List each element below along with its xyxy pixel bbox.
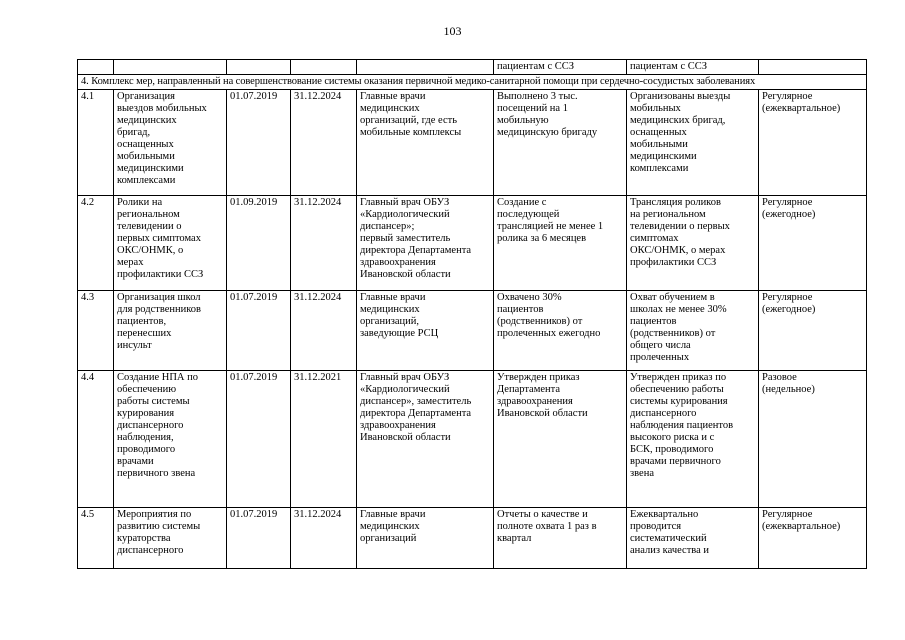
end-date-cell: 31.12.2024 [291,291,357,371]
frequency-cell: Разовое (недельное) [759,371,867,508]
frequency-cell: Регулярное (ежеквартальное) [759,90,867,196]
row-number: 4.3 [78,291,114,371]
measure-cell: Создание НПА по обеспечению работы системы курирования диспансерного наблюдения, проводимого врачами первичного звена [114,371,227,508]
section-title: 4. Комплекс мер, направленный на совершенствование системы оказания первичной медико-санитарной помощи при сердечно-сосудистых заболеваниях [78,75,867,90]
result-cell: Трансляция роликов на региональном телевидении о первых симптомах ОКС/ОНМК, о мерах профилактики ССЗ [627,196,759,291]
result-cell: Охват обучением в школах не менее 30% пациентов (родственников) от общего числа пролеченных [627,291,759,371]
table-cell: пациентам с ССЗ [627,60,759,75]
frequency-cell: Регулярное (ежегодное) [759,291,867,371]
responsible-cell: Главный врач ОБУЗ «Кардиологический диспансер», заместитель директора Департамента здравоохранения Ивановской области [357,371,494,508]
measure-cell: Организация школ для родственников пациентов, перенесших инсульт [114,291,227,371]
table-row [78,508,867,569]
row-number: 4.4 [78,371,114,508]
measures-table [77,59,867,569]
row-number: 4.5 [78,508,114,569]
table-row [78,196,867,291]
table-cell [114,60,227,75]
row-number: 4.2 [78,196,114,291]
responsible-cell: Главные врачи медицинских организаций, где есть мобильные комплексы [357,90,494,196]
measure-cell: Мероприятия по развитию системы кураторства диспансерного [114,508,227,569]
measure-cell: Ролики на региональном телевидении о первых симптомах ОКС/ОНМК, о мерах профилактики ССЗ [114,196,227,291]
start-date-cell: 01.07.2019 [227,291,291,371]
responsible-cell: Главный врач ОБУЗ «Кардиологический диспансер»; первый заместитель директора Департамента здравоохранения Ивановской области [357,196,494,291]
table-row [78,371,867,508]
continuation-row [78,60,867,75]
table-cell [227,60,291,75]
table-cell [357,60,494,75]
result-cell: Ежеквартально проводится систематический анализ качества и [627,508,759,569]
table-row [78,291,867,371]
page-number: 103 [443,24,462,38]
start-date-cell: 01.07.2019 [227,371,291,508]
table-cell: пациентам с ССЗ [494,60,627,75]
end-date-cell: 31.12.2024 [291,90,357,196]
indicator-cell: Отчеты о качестве и полноте охвата 1 раз в квартал [494,508,627,569]
result-cell: Организованы выезды мобильных медицинских бригад, оснащенных мобильными медицинскими комплексами [627,90,759,196]
indicator-cell: Создание с последующей трансляцией не менее 1 ролика за 6 месяцев [494,196,627,291]
frequency-cell: Регулярное (ежегодное) [759,196,867,291]
measure-cell: Организация выездов мобильных медицинских бригад, оснащенных мобильными медицинскими комплексами [114,90,227,196]
end-date-cell: 31.12.2024 [291,508,357,569]
frequency-cell: Регулярное (ежеквартальное) [759,508,867,569]
table-cell [291,60,357,75]
indicator-cell: Охвачено 30% пациентов (родственников) от пролеченных ежегодно [494,291,627,371]
result-cell: Утвержден приказ по обеспечению работы системы курирования диспансерного наблюдения пациентов высокого риска и с БСК, проводимого врачами первичного звена [627,371,759,508]
table-cell [78,60,114,75]
end-date-cell: 31.12.2024 [291,196,357,291]
table-row [78,90,867,196]
responsible-cell: Главные врачи медицинских организаций [357,508,494,569]
section-row [78,75,867,90]
start-date-cell: 01.09.2019 [227,196,291,291]
responsible-cell: Главные врачи медицинских организаций, заведующие РСЦ [357,291,494,371]
start-date-cell: 01.07.2019 [227,90,291,196]
end-date-cell: 31.12.2021 [291,371,357,508]
indicator-cell: Выполнено 3 тыс. посещений на 1 мобильную медицинскую бригаду [494,90,627,196]
row-number: 4.1 [78,90,114,196]
table-cell [759,60,867,75]
start-date-cell: 01.07.2019 [227,508,291,569]
indicator-cell: Утвержден приказ Департамента здравоохранения Ивановской области [494,371,627,508]
